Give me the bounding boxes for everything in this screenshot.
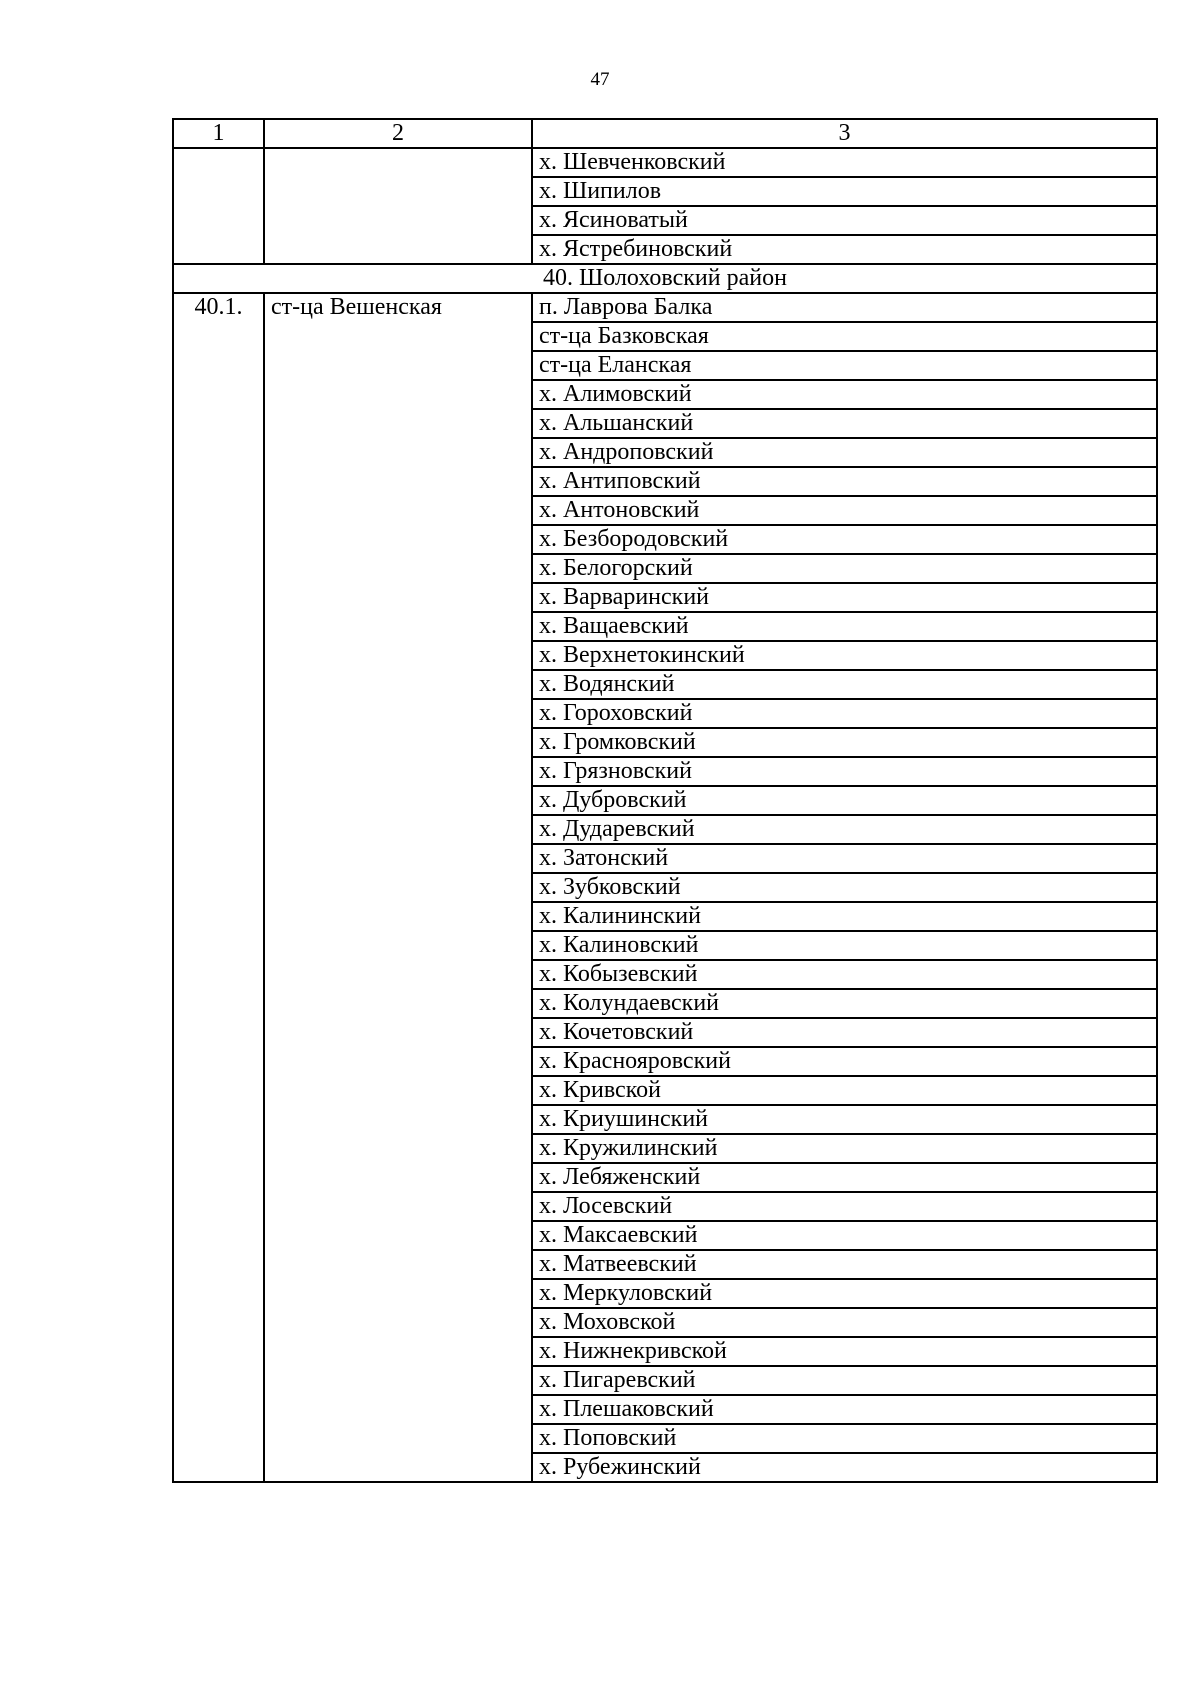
settlement-cell: х. Меркуловский: [532, 1279, 1157, 1308]
settlement-cell: х. Шипилов: [532, 177, 1157, 206]
settlement-cell: п. Лаврова Балка: [532, 293, 1157, 322]
page-number: 47: [590, 69, 610, 90]
header-row: [173, 119, 1157, 148]
settlement-cell: х. Алимовский: [532, 380, 1157, 409]
settlement-cell: ст-ца Еланская: [532, 351, 1157, 380]
settlement-cell: х. Шевченковский: [532, 148, 1157, 177]
settlement-cell: х. Криушинский: [532, 1105, 1157, 1134]
settlement-cell: х. Матвеевский: [532, 1250, 1157, 1279]
settlement-cell: х. Дударевский: [532, 815, 1157, 844]
settlement-cell: х. Гороховский: [532, 699, 1157, 728]
settlement-cell: х. Белогорский: [532, 554, 1157, 583]
settlement-cell: х. Затонский: [532, 844, 1157, 873]
settlement-cell: х. Громковский: [532, 728, 1157, 757]
header-col-1: 1: [173, 119, 264, 148]
settlement-cell: х. Антоновский: [532, 496, 1157, 525]
settlement-cell: х. Кочетовский: [532, 1018, 1157, 1047]
settlement-cell: х. Поповский: [532, 1424, 1157, 1453]
settlement-cell: х. Ястребиновский: [532, 235, 1157, 264]
settlement-cell: х. Ясиноватый: [532, 206, 1157, 235]
settlement-cell: х. Колундаевский: [532, 989, 1157, 1018]
settlement-cell: ст-ца Базковская: [532, 322, 1157, 351]
table-row: [173, 148, 1157, 177]
settlement-cell: х. Калиновский: [532, 931, 1157, 960]
settlement-cell: х. Рубежинский: [532, 1453, 1157, 1482]
settlement-cell: х. Лебяженский: [532, 1163, 1157, 1192]
entry-number: 40.1.: [173, 293, 264, 1482]
empty-center-cell: [264, 148, 532, 264]
settlement-cell: х. Верхнетокинский: [532, 641, 1157, 670]
section-title: 40. Шолоховский район: [173, 264, 1157, 293]
header-col-3: 3: [532, 119, 1157, 148]
settlement-cell: х. Кружилинский: [532, 1134, 1157, 1163]
settlement-cell: х. Альшанский: [532, 409, 1157, 438]
settlement-cell: х. Моховской: [532, 1308, 1157, 1337]
settlement-cell: х. Грязновский: [532, 757, 1157, 786]
settlement-cell: х. Нижнекривской: [532, 1337, 1157, 1366]
settlement-cell: х. Плешаковский: [532, 1395, 1157, 1424]
settlement-cell: х. Зубковский: [532, 873, 1157, 902]
settlement-cell: х. Краснояровский: [532, 1047, 1157, 1076]
settlement-cell: х. Кобызевский: [532, 960, 1157, 989]
header-col-2: 2: [264, 119, 532, 148]
settlement-cell: х. Варваринский: [532, 583, 1157, 612]
settlement-cell: х. Андроповский: [532, 438, 1157, 467]
table-body: [173, 119, 1157, 1482]
settlement-cell: х. Калининский: [532, 902, 1157, 931]
empty-number-cell: [173, 148, 264, 264]
settlement-cell: х. Ващаевский: [532, 612, 1157, 641]
settlement-cell: х. Максаевский: [532, 1221, 1157, 1250]
settlement-cell: х. Дубровский: [532, 786, 1157, 815]
settlement-cell: х. Кривской: [532, 1076, 1157, 1105]
settlements-table: [172, 118, 1158, 1483]
settlement-cell: х. Лосевский: [532, 1192, 1157, 1221]
settlement-cell: х. Безбородовский: [532, 525, 1157, 554]
settlement-cell: х. Антиповский: [532, 467, 1157, 496]
entry-center: ст-ца Вешенская: [264, 293, 532, 1482]
settlement-cell: х. Водянский: [532, 670, 1157, 699]
section-row: [173, 264, 1157, 293]
settlement-cell: х. Пигаревский: [532, 1366, 1157, 1395]
table-row: [173, 293, 1157, 322]
